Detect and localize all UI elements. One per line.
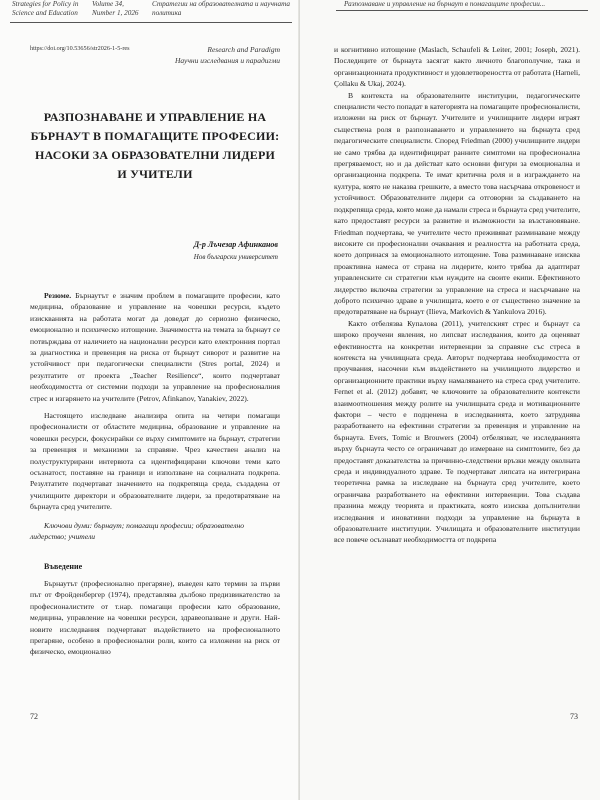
intro-heading: Въведение <box>44 562 83 571</box>
header-rule <box>10 22 292 23</box>
page-number-right: 73 <box>570 712 578 721</box>
article-title: РАЗПОЗНАВАНЕ И УПРАВЛЕНИЕ НА БЪРНАУТ В ПОМАГАЩИТЕ ПРОФЕСИИ: НАСОКИ ЗА ОБРАЗОВАТЕЛНИ ЛИДЕРИ И УЧИТЕЛИ <box>30 110 280 181</box>
running-header: Разпознаване и управление на бърнаут в помагащите професии... <box>344 0 546 8</box>
author-affiliation: Нов български университет <box>193 253 278 261</box>
article-category <box>175 44 280 66</box>
right-paragraph-2: В контекста на образователните институции, педагогическите специалисти често попадат в категорията на помагащите професионалисти, изложени на риск от бърнаут. Учителите и училищните лидери играят съществена роля в разпознаването и управлението на бърнаута сред педагогическите специалисти. Според Friedman (2000) училищните лидери не само трябва да идентифицират ранните симптоми на професионална прегряваемост, но и да действат като основни фигури за емоционална и организационна подкрепа. Те имат критична роля и в изграждането на култура, която не наказва грешките, а вместо това насърчава откровеност и устойчивост. Образователните лидери са отговорни за създаването на подкрепяща среда, която може да намали стреса и бърнаута сред учителите, като предоставят ресурси за развитие и възможности за възстановяване. Friedman подчертава, че учителите често преживяват разминаване между високите си професионални очаквания и реалността на работната среда, което допринася за емоционалното изтощение. Това разминаване изисква проактивна намеса от страна на лидерите, които трябва да адаптират управленските си стратегии към нуждите на своите екипи. Ефективното лидерство включва стратегии за управление на стреса и насърчаване на доброто психично здраве в училищата, което е от съществено значение за предотвратяване на бърнаут (Ilieva, Markovich & Yankulova 2016). <box>334 90 580 317</box>
keywords-text: бърнаут; помагащи професии; образователно лидерство; учители <box>30 521 245 542</box>
category-bg: Научни изследвания и парадигми <box>174 56 280 65</box>
right-page <box>300 0 600 800</box>
doi-link[interactable]: https://doi.org/10.53656/str2026-1-5-res <box>30 45 130 52</box>
intro-paragraph <box>30 578 280 658</box>
author-block <box>194 240 278 261</box>
abstract-label: Резюме. <box>44 291 72 300</box>
journal-header: Strategies for Policy in Science and Education <box>12 0 79 17</box>
abstract <box>30 290 280 404</box>
keywords <box>30 520 280 543</box>
right-header-rule <box>336 10 588 11</box>
body-paragraph-1 <box>30 410 280 513</box>
journal-bg-header: Стратегии на образователната и научната политика <box>152 0 290 17</box>
right-paragraph-3: Както отбелязва Купалова (2011), учителският стрес и бърнаут са широко проучени явления, но липсват изследвания, които да оценяват ефективността на конкретни интервенции за справяне със стреса в контекста на училищната среда. Авторът подчертава необходимостта от проучвания, насочени към въздействието на училищното лидерство и организационните практики върху намаляването на стреса сред учителите. Fernet et al. (2012) добавят, че ключовите за образователните контексти взаимоотношения между ролите на училищната среда и мотивационните фактори – често е подценена в изследванията, което затруднява разработването на ефективни стратегии за превенция и управление на бърнаута. Evers, Tomic и Brouwers (2004) отбелязват, че изследванията върху бърнаута често се ограничават до измерване на симптомите, без да предоставят доказателства за причинно-следствени връзки между околната среда и индивидуалното здраве. Те подчертават липсата на интегрирана теоретична рамка за изследване на бърнаута сред учителите, което ограничава разработването на ефективни интервенции. Това създава празнина между теорията и практиката, която изисква допълнителни изследвания и иновативни подходи за управление на бърнаута в образователните институции. Училищата и образователните институции все повече осъзнават необходимостта от подкрепа <box>334 318 580 545</box>
page-number-left: 72 <box>30 712 38 721</box>
volume-header: Volume 34, Number 1, 2026 <box>92 0 139 17</box>
right-paragraph-1: и когнитивно изтощение (Maslach, Schaufeli & Leiter, 2001; Joseph, 2021). Последиците от бърнаута засягат както личното благополучие, така и организационната продуктивност и удовлетвореността от работата (Harneli, Çollaku & Ukaj, 2024). <box>334 45 580 89</box>
right-column <box>334 44 580 546</box>
abstract-text: Бърнаутът е значим проблем в помагащите професии, като медицина, образование и управление на човешки ресурси, където изискванията на работата могат да доведат до сериозно физическо, емоционално и психическо изтощение. Значимостта на темата за бърнаут се потвърждава от наличието на национални ресурси като електронния портал за диагностика и превенция на риска от бърнаут сиворот и развитие на устойчивост при педагогически специалисти (Stres portal, 2024) и резултатите от проекта „Teacher Resilience“, които подчертават необходимостта от системни подходи за управление на професионалния стрес и изгарянето на учителите (Petrov, Afinkanov, Yanakiev, 2022). <box>30 291 280 403</box>
author-name: Д-р Лъчезар Афинканов <box>193 240 278 249</box>
category-en: Research and Paradigm <box>207 45 280 54</box>
intro-paragraph-text: Бърнаутът (професионално прегаряне), въведен като термин за първи път от Фройденбергер (1974), представлява дълбоко предизвикателство за професионалистите от т.нар. помагащи професии като образование, медицина, управление на човешки ресурси, здравеопазване и други. Най-новите изследвания подчертават въздействието на професионалното прегаряне, особено в професионални роли, които са изложени на риск от физическо, емоционално <box>30 579 280 657</box>
body-paragraph-1-text: Настоящето изследване анализира опита на четири помагащи професионалисти от областите медицина, образование и управление на човешки ресурси, фокусирайки се върху симптомите на бърнаут, стратегии за превенция и механизми за справяне. Чрез качествен анализ на полуструктурирани интервюта са идентифицирани ключови теми като осъзнатост, поставяне на граници и използване на социалната подкрепа. Резултатите подчертават значението на подкрепяща среда, създадена от училищните директори и образователните лидери, за предотвратяване на бърнаута сред учителите. <box>30 411 280 512</box>
keywords-label: Ключови думи: <box>44 521 93 530</box>
